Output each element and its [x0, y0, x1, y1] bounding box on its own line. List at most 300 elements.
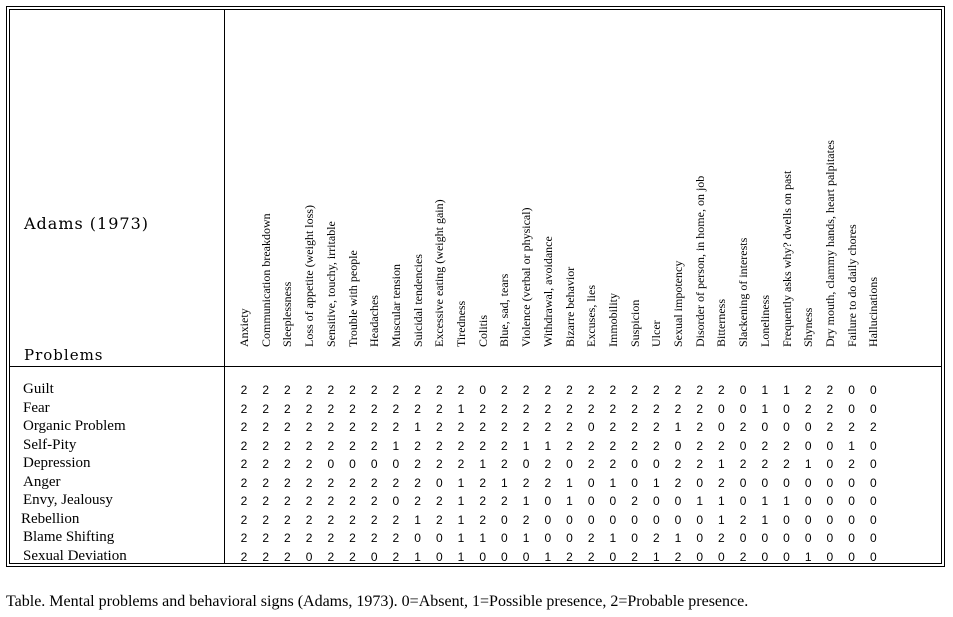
table-cell: 2 — [305, 512, 313, 527]
table-cell: 0 — [739, 531, 747, 545]
table-cell: 2 — [848, 420, 855, 434]
table-cell: 2 — [435, 383, 443, 397]
table-cell: 2 — [587, 549, 595, 564]
column-header — [258, 213, 273, 361]
table-cell: 2 — [544, 401, 552, 416]
table-cell: 1 — [609, 531, 617, 545]
table-cell: 0 — [631, 512, 638, 527]
table-cell: 2 — [783, 438, 790, 453]
row-label: Envy, Jealousy — [23, 492, 113, 508]
table-cell: 1 — [414, 512, 421, 527]
table-cell: 2 — [631, 549, 638, 564]
table-cell: 0 — [696, 531, 704, 545]
table-cell: 2 — [457, 383, 465, 397]
table-cell: 2 — [392, 549, 400, 564]
table-cell: 2 — [826, 401, 834, 416]
table-cell: 2 — [435, 438, 443, 453]
table-cell: 2 — [414, 475, 421, 490]
table-cell: 1 — [609, 475, 617, 490]
table-cell: 0 — [848, 383, 855, 397]
table-cell: 2 — [566, 438, 573, 453]
table-cell: 2 — [305, 420, 313, 434]
column-header — [237, 308, 251, 361]
column-header-label: Blue, sad, tears — [497, 273, 512, 347]
table-cell: 2 — [479, 512, 487, 527]
column-header-label: Loneliness — [757, 295, 772, 347]
table-cell: 0 — [587, 494, 595, 508]
table-cell: 2 — [457, 457, 465, 471]
table-cell: 1 — [761, 383, 769, 397]
table-cell: 2 — [587, 531, 595, 545]
table-cell: 1 — [392, 438, 400, 453]
table-cell: 2 — [240, 512, 248, 527]
table-cell: 2 — [696, 457, 704, 471]
table-cell: 2 — [370, 383, 378, 397]
table-cell: 2 — [327, 420, 335, 434]
table-cell: 2 — [522, 512, 530, 527]
table-cell: 2 — [414, 438, 421, 453]
table-cell: 2 — [370, 401, 378, 416]
column-header-label: Trouble with people — [345, 250, 360, 347]
column-header-label: Dry mouth, clammy hands, heart palpitates — [822, 140, 837, 347]
table-cell: 2 — [240, 457, 248, 471]
table-cell: 1 — [848, 438, 855, 453]
table-cell: 2 — [305, 401, 313, 416]
table-cell: 0 — [587, 420, 595, 434]
table-cell: 2 — [262, 531, 270, 545]
table-cell: 0 — [761, 531, 769, 545]
column-header-label: Bitterness — [714, 299, 729, 347]
table-cell: 0 — [783, 512, 790, 527]
table-cell: 0 — [869, 383, 877, 397]
table-cell: 1 — [761, 401, 769, 416]
table-cell: 2 — [370, 494, 378, 508]
table-cell: 0 — [869, 457, 877, 471]
table-cell: 2 — [349, 401, 356, 416]
table-cell: 2 — [414, 457, 421, 471]
table-cell: 2 — [566, 549, 573, 564]
column-header — [627, 299, 642, 361]
table-cell: 2 — [761, 457, 769, 471]
table-cell: 2 — [718, 438, 725, 453]
table-cell: 2 — [240, 383, 248, 397]
column-header-label: Sensitive, touchy, irritable — [323, 221, 338, 347]
table-cell: 1 — [804, 457, 812, 471]
row-label: Anger — [23, 473, 61, 490]
table-cell: 2 — [370, 438, 378, 453]
table-cell: 1 — [544, 438, 552, 453]
column-header — [605, 293, 620, 361]
table-cell: 1 — [718, 494, 725, 508]
table-cell: 0 — [804, 531, 812, 545]
table-cell: 1 — [544, 549, 552, 564]
table-cell: 0 — [609, 512, 617, 527]
table-cell: 0 — [566, 531, 573, 545]
table-cell: 1 — [566, 494, 573, 508]
table-cell: 2 — [479, 401, 487, 416]
table-cell: 2 — [392, 401, 400, 416]
table-cell: 2 — [674, 549, 682, 564]
table-cell: 2 — [479, 420, 487, 434]
table-cell: 2 — [652, 401, 660, 416]
table-cell: 1 — [414, 549, 421, 564]
table-cell: 2 — [652, 438, 660, 453]
table-cell: 1 — [652, 475, 660, 490]
table-cell: 2 — [718, 383, 725, 397]
column-header-label: Withdrawal, avoidance — [540, 236, 555, 347]
table-cell: 2 — [652, 420, 660, 434]
table-cell: 2 — [631, 383, 638, 397]
table-cell: 0 — [804, 438, 812, 453]
column-header — [497, 273, 512, 361]
column-header-label: Tiredness — [454, 300, 468, 347]
table-cell: 0 — [479, 549, 487, 564]
column-header-label: Slackening of interests — [736, 237, 751, 347]
table-cell: 2 — [652, 383, 660, 397]
table-cell: 2 — [305, 438, 313, 453]
table-cell: 2 — [631, 494, 638, 508]
table-cell: 0 — [826, 549, 834, 564]
table-cell: 2 — [240, 401, 248, 416]
table-cell: 0 — [544, 531, 552, 545]
table-cell: 2 — [349, 494, 356, 508]
table-cell: 0 — [783, 475, 790, 490]
column-header-label: Sexual impotency — [671, 260, 685, 347]
column-header-label: Excuses, lies — [584, 285, 599, 347]
table-cell: 0 — [826, 475, 834, 490]
table-cell: 0 — [848, 531, 855, 545]
table-cell: 2 — [284, 438, 291, 453]
table-cell: 0 — [522, 549, 530, 564]
table-cell: 0 — [631, 457, 638, 471]
table-cell: 1 — [522, 438, 530, 453]
table-title: Adams (1973) — [24, 214, 150, 233]
table-cell: 1 — [761, 494, 769, 508]
table-cell: 2 — [587, 401, 595, 416]
table-cell: 0 — [652, 457, 660, 471]
table-cell: 2 — [457, 438, 465, 453]
table-cell: 2 — [479, 475, 487, 490]
column-header — [801, 307, 816, 361]
table-cell: 2 — [435, 512, 443, 527]
table-cell: 0 — [609, 549, 617, 564]
table-cell: 0 — [544, 494, 552, 508]
table-cell: 0 — [869, 494, 877, 508]
column-header-label: Disorder of person, in home, on job — [692, 175, 707, 347]
table-cell: 2 — [305, 383, 313, 397]
table-cell: 2 — [327, 494, 335, 508]
table-cell: 1 — [414, 420, 421, 434]
table-cell: 2 — [804, 401, 812, 416]
table-cell: 0 — [544, 512, 552, 527]
table-cell: 0 — [739, 383, 747, 397]
table-cell: 1 — [761, 512, 769, 527]
table-cell: 2 — [262, 549, 270, 564]
table-cell: 2 — [262, 420, 270, 434]
table-cell: 2 — [696, 383, 704, 397]
table-cell: 2 — [284, 401, 291, 416]
table-cell: 1 — [522, 531, 530, 545]
table-cell: 2 — [609, 401, 617, 416]
table-cell: 0 — [848, 401, 855, 416]
table-cell: 1 — [457, 512, 465, 527]
table-cell: 0 — [566, 512, 573, 527]
table-cell: 2 — [435, 457, 443, 471]
row-label: Sexual Deviation — [23, 547, 127, 564]
table-cell: 2 — [609, 438, 617, 453]
table-cell: 2 — [370, 420, 378, 434]
table-cell: 1 — [696, 494, 704, 508]
table-cell: 2 — [566, 383, 573, 397]
table-cell: 2 — [262, 475, 270, 490]
table-cell: 0 — [566, 457, 573, 471]
table-cell: 0 — [783, 549, 790, 564]
table-cell: 2 — [284, 420, 291, 434]
column-header-label: Bizarre behavior — [562, 266, 577, 347]
table-cell: 2 — [240, 420, 248, 434]
table-cell: 2 — [349, 475, 356, 490]
table-cell: 0 — [739, 438, 747, 453]
column-header — [844, 224, 859, 361]
table-cell: 2 — [631, 438, 638, 453]
table-cell: 2 — [327, 438, 335, 453]
table-cell: 2 — [240, 494, 248, 508]
table-cell: 2 — [349, 512, 356, 527]
table-cell: 0 — [674, 494, 682, 508]
row-label: Depression — [23, 455, 91, 471]
table-cell: 2 — [783, 457, 790, 471]
table-cell: 0 — [826, 457, 834, 471]
table-cell: 0 — [826, 438, 834, 453]
table-cell: 2 — [349, 549, 356, 564]
table-cell: 0 — [739, 401, 747, 416]
column-header — [822, 140, 837, 361]
table-cell: 2 — [544, 420, 552, 434]
table-cell: 0 — [479, 383, 487, 397]
table-cell: 2 — [804, 383, 812, 397]
table-cell: 2 — [392, 420, 400, 434]
table-cell: 1 — [457, 494, 465, 508]
column-header — [388, 264, 403, 361]
table-cell: 0 — [392, 457, 400, 471]
table-cell: 0 — [674, 512, 682, 527]
table-cell: 1 — [718, 512, 725, 527]
table-cell: 2 — [566, 420, 573, 434]
table-cell: 1 — [479, 457, 487, 471]
table-cell: 1 — [457, 475, 465, 490]
column-header-label: Headaches — [367, 295, 382, 347]
table-cell: 2 — [327, 475, 335, 490]
table-cell: 0 — [609, 494, 617, 508]
table-cell: 0 — [783, 531, 790, 545]
table-cell: 0 — [501, 512, 508, 527]
table-cell: 0 — [718, 420, 725, 434]
table-cell: 2 — [501, 494, 508, 508]
table-cell: 0 — [718, 401, 725, 416]
table-cell: 2 — [587, 438, 595, 453]
table-cell: 0 — [869, 549, 877, 564]
table-inner-border — [9, 9, 942, 564]
table-cell: 0 — [501, 549, 508, 564]
column-header — [367, 295, 382, 361]
table-cell: 0 — [848, 549, 855, 564]
table-cell: 2 — [305, 457, 313, 471]
table-cell: 0 — [739, 494, 747, 508]
table-cell: 2 — [739, 549, 747, 564]
table-cell: 2 — [414, 494, 421, 508]
column-headers — [225, 10, 941, 366]
table-cell: 0 — [370, 457, 378, 471]
table-cell: 2 — [435, 420, 443, 434]
table-cell: 2 — [262, 457, 270, 471]
table-cell: 2 — [327, 401, 335, 416]
column-header — [649, 320, 664, 361]
table-cell: 0 — [804, 512, 812, 527]
row-label: Organic Problem — [23, 418, 126, 434]
table-cell: 1 — [501, 475, 508, 490]
table-cell: 2 — [718, 475, 725, 490]
table-cell: 2 — [674, 457, 682, 471]
column-header — [454, 300, 468, 361]
table-cell: 0 — [652, 512, 660, 527]
table-cell: 0 — [869, 438, 877, 453]
column-header — [714, 299, 729, 361]
column-header — [410, 254, 425, 361]
column-header-label: Colitis — [475, 314, 490, 347]
table-cell: 2 — [761, 438, 769, 453]
row-label: Fear — [23, 399, 50, 416]
table-cell: 2 — [631, 401, 638, 416]
table-cell: 2 — [305, 531, 313, 545]
table-cell: 0 — [652, 494, 660, 508]
table-cell: 2 — [674, 475, 682, 490]
table-cell: 2 — [522, 383, 530, 397]
column-header — [475, 314, 490, 361]
table-cell: 0 — [349, 457, 356, 471]
table-cell: 0 — [869, 512, 877, 527]
column-header-label: Shyness — [801, 307, 816, 347]
column-header-label: Excessive eating (weight gain) — [432, 199, 447, 347]
column-header-label: Suspicion — [627, 299, 642, 347]
table-cell: 2 — [544, 457, 552, 471]
table-cell: 2 — [674, 383, 682, 397]
table-cell: 2 — [349, 420, 356, 434]
column-header-label: Anxiety — [237, 308, 251, 347]
table-cell: 2 — [631, 420, 638, 434]
table-cell: 0 — [696, 549, 704, 564]
column-header-label: Loss of appetite (weight loss) — [302, 205, 317, 347]
table-cell: 1 — [804, 549, 812, 564]
table-cell: 2 — [262, 438, 270, 453]
table-cell: 0 — [327, 457, 335, 471]
column-header-label: Immobility — [605, 293, 620, 347]
table-cell: 1 — [479, 531, 487, 545]
table-cell: 1 — [674, 531, 682, 545]
table-cell: 0 — [631, 531, 638, 545]
row-label: Rebellion — [21, 510, 80, 527]
table-cell: 2 — [435, 494, 443, 508]
column-header — [584, 285, 599, 361]
column-header-label: Failure to do daily chores — [844, 224, 859, 347]
table-cell: 2 — [370, 475, 378, 490]
table-cell: 2 — [392, 475, 400, 490]
table-cell: 1 — [674, 420, 682, 434]
table-cell: 0 — [761, 420, 769, 434]
table-cell: 2 — [284, 512, 291, 527]
table-cell: 2 — [262, 383, 270, 397]
table-cell: 2 — [501, 438, 508, 453]
table-cell: 1 — [457, 531, 465, 545]
table-cell: 2 — [392, 512, 400, 527]
table-cell: 2 — [522, 401, 530, 416]
table-cell: 2 — [544, 383, 552, 397]
table-cell: 2 — [522, 420, 530, 434]
table-cell: 2 — [522, 475, 530, 490]
table-cell: 2 — [848, 457, 855, 471]
table-cell: 2 — [284, 531, 291, 545]
table-cell: 2 — [370, 512, 378, 527]
table-cell: 0 — [587, 475, 595, 490]
table-cell: 2 — [501, 420, 508, 434]
table-cell: 2 — [262, 401, 270, 416]
column-header — [562, 266, 577, 361]
row-header: Problems — [24, 346, 104, 364]
column-header — [866, 277, 881, 361]
table-cell: 2 — [501, 457, 508, 471]
table-cell: 2 — [327, 383, 335, 397]
table-cell: 2 — [284, 457, 291, 471]
table-cell: 2 — [349, 383, 356, 397]
table-cell: 0 — [804, 420, 812, 434]
table-cell: 1 — [457, 549, 465, 564]
table-cell: 0 — [435, 531, 443, 545]
table-cell: 2 — [392, 531, 400, 545]
table-cell: 2 — [609, 457, 617, 471]
table-cell: 0 — [370, 549, 378, 564]
table-cell: 2 — [414, 401, 421, 416]
column-header-label: Hallucinations — [866, 277, 881, 347]
table-cell: 0 — [848, 512, 855, 527]
table-cell: 0 — [718, 549, 725, 564]
table-cell: 2 — [479, 438, 487, 453]
table-cell: 0 — [826, 512, 834, 527]
table-cell: 0 — [869, 401, 877, 416]
table-cell: 0 — [435, 549, 443, 564]
table-cell: 0 — [501, 531, 508, 545]
table-cell: 0 — [631, 475, 638, 490]
column-header-label: Suicidal tendencies — [410, 254, 425, 347]
row-label: Self-Pity — [23, 436, 77, 453]
table-cell: 0 — [414, 531, 421, 545]
table-cell: 2 — [826, 383, 834, 397]
column-header-label: Violence (verbal or physical) — [519, 207, 534, 347]
table-cell: 2 — [826, 420, 834, 434]
table-cell: 2 — [718, 531, 725, 545]
table-cell: 1 — [783, 383, 790, 397]
column-header — [757, 295, 772, 361]
table-cell: 0 — [804, 494, 812, 508]
table-cell: 2 — [566, 401, 573, 416]
table-cell: 0 — [674, 438, 682, 453]
table-cell: 0 — [869, 475, 877, 490]
column-header-label: Communication breakdown — [258, 213, 273, 347]
table-cell: 0 — [696, 512, 704, 527]
table-cell: 1 — [566, 475, 573, 490]
table-cell: 0 — [848, 475, 855, 490]
column-header — [736, 237, 751, 361]
table-cell: 2 — [739, 457, 747, 471]
table-cell: 2 — [414, 383, 421, 397]
